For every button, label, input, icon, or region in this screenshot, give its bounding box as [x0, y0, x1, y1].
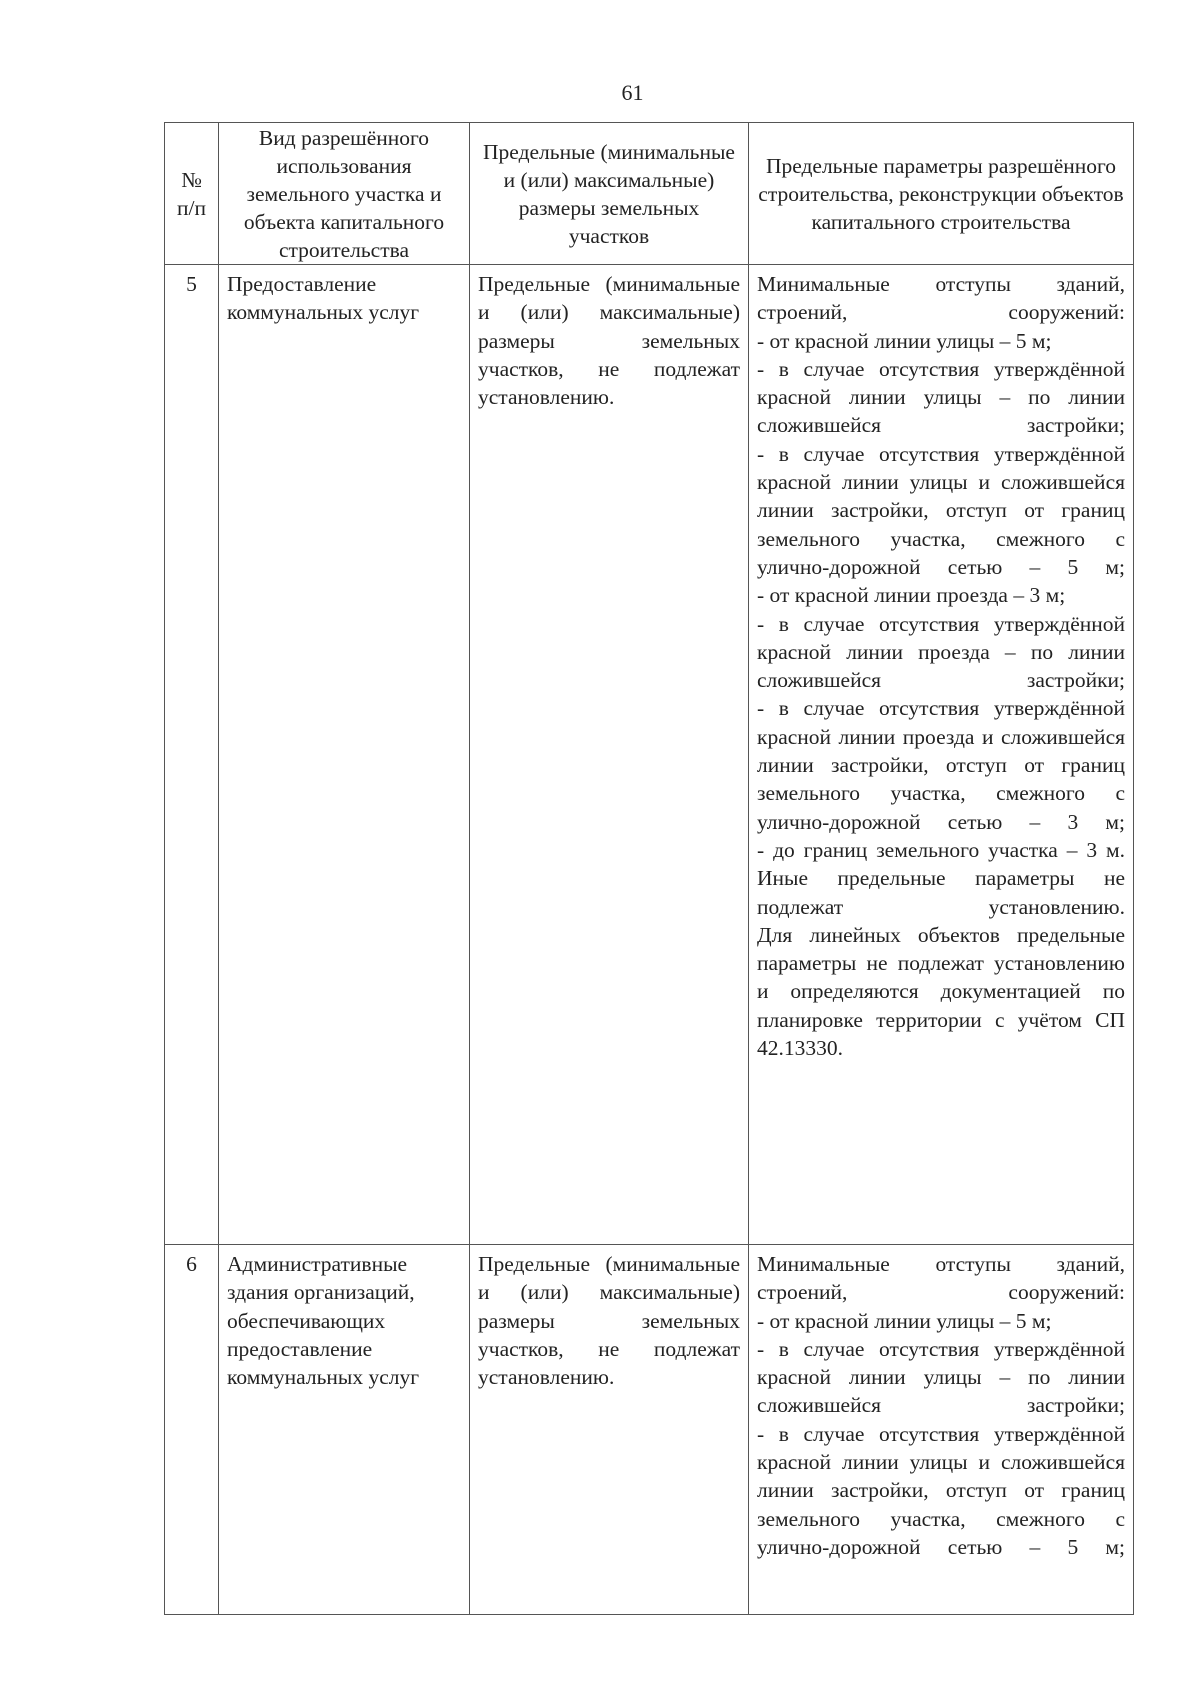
params-paragraph: - в случае отсутствия утверждённой красной линии улицы и сложившейся линии застройки, отступ от границ земельного участка, смежного с улично-дорожной сетью – 5 м;	[757, 441, 1125, 579]
header-number: № п/п	[165, 123, 219, 265]
params-paragraph: Для линейных объектов предельные параметры не подлежат установлению и определяются документацией по планировке территории с учётом СП 42.13330.	[757, 922, 1125, 1061]
params-paragraph: - в случае отсутствия утверждённой красной линии улицы – по линии сложившейся застройки;	[757, 356, 1125, 438]
page-number: 61	[621, 80, 644, 105]
header-construction-params: Предельные параметры разрешённого строительства, реконструкции объектов капитального строительства	[749, 123, 1134, 265]
params-paragraph: - в случае отсутствия утверждённой красной линии улицы и сложившейся линии застройки, отступ от границ земельного участка, смежного с улично-дорожной сетью – 5 м;	[757, 1421, 1125, 1559]
construction-params-cell	[749, 1245, 1134, 1615]
permitted-use-table	[164, 122, 1134, 1615]
header-use-type: Вид разрешённого использования земельного участка и объекта капитального строительства	[219, 123, 470, 265]
params-paragraph: - в случае отсутствия утверждённой красной линии улицы – по линии сложившейся застройки;	[757, 1336, 1125, 1418]
use-type-cell: Административные здания организаций, обеспечивающих предоставление коммунальных услуг	[219, 1245, 470, 1615]
params-paragraph: Минимальные отступы зданий, строений, сооружений:	[757, 272, 1125, 325]
params-paragraph: - от красной линии улицы – 5 м;	[757, 1308, 1052, 1333]
plot-sizes-cell: Предельные (минимальные и (или) максимальные) размеры земельных участков, не подлежат установлению.	[470, 265, 749, 1245]
params-paragraph: - до границ земельного участка – 3 м.	[757, 837, 1125, 862]
params-paragraph: - в случае отсутствия утверждённой красной линии проезда и сложившейся линии застройки, отступ от границ земельного участка, смежного с улично-дорожной сетью – 3 м;	[757, 696, 1125, 834]
params-paragraph: - от красной линии улицы – 5 м;	[757, 328, 1052, 353]
row-number: 6	[165, 1245, 219, 1615]
table-row	[165, 265, 1134, 1245]
params-paragraph: - от красной линии проезда – 3 м;	[757, 583, 1066, 608]
table-header-row	[165, 123, 1134, 265]
use-type-cell: Предоставление коммунальных услуг	[219, 265, 470, 1245]
row-number: 5	[165, 265, 219, 1245]
table-row	[165, 1245, 1134, 1615]
header-plot-sizes: Предельные (минимальные и (или) максимальные) размеры земельных участков	[470, 123, 749, 265]
params-paragraph: Иные предельные параметры не подлежат установлению.	[757, 866, 1125, 919]
params-paragraph: Минимальные отступы зданий, строений, сооружений:	[757, 1252, 1125, 1305]
params-paragraph: - в случае отсутствия утверждённой красной линии проезда – по линии сложившейся застройки;	[757, 611, 1125, 693]
construction-params-cell	[749, 265, 1134, 1245]
plot-sizes-cell: Предельные (минимальные и (или) максимальные) размеры земельных участков, не подлежат установлению.	[470, 1245, 749, 1615]
